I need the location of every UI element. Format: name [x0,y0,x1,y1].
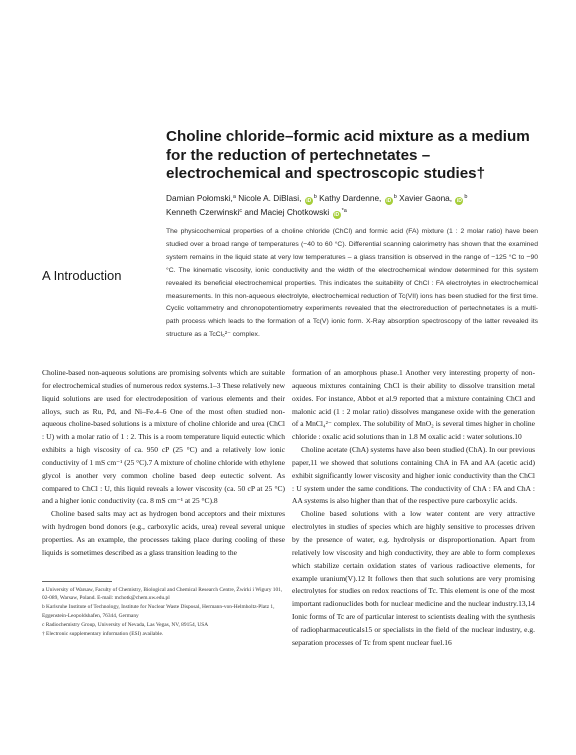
article-title: Choline chloride–formic acid mixture as a medium for the reduction of pertechnetates – electrochemical and spectroscopic studies† [166,128,530,183]
author-name: Kenneth Czerwinski [166,207,240,217]
footnote-affiliation-a: a University of Warsaw, Faculty of Chemistry, Biological and Chemical Research Centre, Żwirki i Wigury 101, 02-089, Warsaw, Poland. E-mail: mchotk@chem.uw.edu.pl [42,587,283,602]
affiliation-mark: b [393,194,397,200]
affiliation-mark: *a [341,208,347,214]
orcid-icon[interactable]: iD [456,198,462,204]
abstract: The physicochemical properties of a choline chloride (ChCl) and formic acid (FA) mixture (1 : 2 molar ratio) have been studied over a broad range of temperatures (−40 to 60 °C). Differential scanning calorimetry has shown that the examined system remains in the liquid state at very low temperatures – a glass transition is observed in the range of −125 °C to −90 °C. The kinematic viscosity, ionic conductivity and the width of the electrochemical window determined for this system revealed its beneficial electrochemical properties. This indicates the suitability of ChCl : FA electrolytes in electrochemical measurements. In this non-aqueous electrolyte, electrochemical reduction of Tc(VII) ions has been studied for the first time. Cyclic voltammetry and chronopotentiometry experiments revealed that the electroreduction of pertechnetates is a multi-path process which leads to the formation of a Tc(V) ionic form. X-Ray absorption spectroscopy of the latter revealed its structure as a TcCl₆²⁻ complex. [166,228,538,339]
paragraph: Choline based solutions with a low water content are very attractive electrolytes in studies of species which are highly sensitive to processes driven by the presence of water, e.g. hydrolysis or disproportionation. Apart from relatively low viscosity and high conductivity, they are able to form complexes which stabilize certain oxidation states of various radioactive elements, for example uranium(V).12 It follows then that such solutions are very promising electrolytes for studies on redox reactions of Tc. This element is one of the most important radionuclides both for nuclear medicine and the nuclear industry.13,14 Ionic forms of Tc are of particular interest to scientists dealing with the synthesis of radiopharmaceuticals15 or specialists in the field of the nuclear industry, e.g. separation processes of Tc from spent nuclear fuel.16 [292,509,535,647]
affiliation-mark: b [464,194,468,200]
affiliation-mark: a [232,194,236,200]
footnote-esi: † Electronic supplementary information (ESI) available. [42,631,164,638]
author-name: Nicole A. DiBlasi, [238,193,302,203]
author-name: and Maciej Chotkowski [244,207,330,217]
orcid-icon[interactable]: iD [334,212,340,218]
paragraph: Choline-based non-aqueous solutions are promising solvents which are suitable for electrochemical studies of numerous redox systems.1–3 These relatively new liquid solutions are used for electrodeposition of various elements and their alloys, such as Ru, Pd, and Ni–Fe.4–6 One of the most often studied non-aqueous choline-based solutions is a mixture of choline chloride and urea (ChCl : U) with a molar ratio of 1 : 2. This is a room temperature liquid eutectic which exhibits a high viscosity of ca. 950 cP (25 °C) and a relatively low ionic conductivity of 1 mS cm⁻¹ (25 °C).7 A mixture of choline chloride with ethylene glycol is another very common choline based deep eutectic solvent. As compared to ChCl : U, this liquid reveals a lower viscosity (ca. 50 cP at 25 °C) and a higher ionic conductivity (ca. 8 mS cm⁻¹ at 25 °C).8 [42,368,285,506]
footnote-divider [42,581,112,582]
author-name: Kathy Dardenne, [319,193,382,203]
paragraph: Choline acetate (ChA) systems have also been studied (ChA). In our previous paper,11 we showed that solutions containing ChA in FA and AA (acetic acid) exhibit significantly lower viscosity and higher ionic conductivity than the ChCl : U system under the same conditions. The conductivity of ChA : FA and ChA : AA systems is also higher than that of the respective pure carboxylic acids. [292,445,535,506]
footnote-affiliation-c: c Radiochemistry Group, University of Nevada, Las Vegas, NV, 89154, USA [42,621,209,628]
paragraph: Choline based salts may act as hydrogen bond acceptors and their mixtures with hydrogen bond donors (e.g., carboxylic acids, urea) reveal several unique properties. As an example, the processes taking place during cooling of these liquids is sometimes described as a glass transition leading to the [42,509,285,557]
orcid-icon[interactable]: iD [306,198,312,204]
author-name: Damian Połomski, [166,193,233,203]
paragraph: formation of an amorphous phase.1 Another very interesting property of non-aqueous mixtures containing ChCl is their ability to dissolve transition metal oxides. For instance, Abbot et al.9 reported that a mixture containing ChCl and malonic acid (1 : 2 molar ratio) dissolves manganese oxide with the generation of a MnCl₄²⁻ complex. The solubility of MnO₂ is several times higher in choline chloride : oxalic acid solutions than in 1.8 M oxalic acid : water solutions.10 [292,368,535,442]
orcid-icon[interactable]: iD [386,198,392,204]
footnote-affiliation-b: b Karlsruhe Institute of Technology, Institute for Nuclear Waste Disposal, Hermann-von-Helmholtz-Platz 1, Eggenstein-Leopoldshafen, 76344, Germany [42,604,275,619]
body-column-right [292,367,535,650]
section-heading: A Introduction [42,268,122,283]
body-column-left [42,367,285,560]
author-list [166,191,546,219]
affiliation-mark: c [239,208,243,214]
footnotes [42,586,285,639]
affiliation-mark: b [313,194,317,200]
author-name: Xavier Gaona, [399,193,453,203]
